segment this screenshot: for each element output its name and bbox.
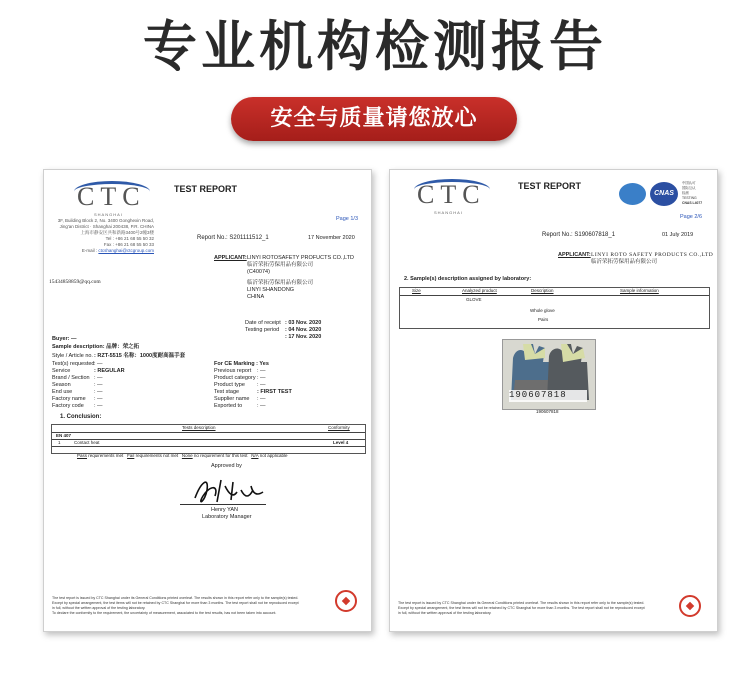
conclusion-heading: 1. Conclusion: <box>60 414 102 420</box>
email-label: E-mail : <box>81 248 98 253</box>
email-link[interactable]: ctcshanghai@ctcgroup.com <box>98 248 154 253</box>
table-header-description: Tests description <box>182 425 216 430</box>
applicant-line: LINYI ROTOSAFETY PROFUCTS CO.,LTD <box>247 255 354 261</box>
signer-title: Laboratory Manager <box>202 514 252 520</box>
left-fields: Test(s) requested: — Service : REGULAR Brand / Section : — Season : — End use : — Factory name : — Factory code : — <box>52 361 125 409</box>
receipt-label: Date of receipt <box>245 320 281 326</box>
cnas-logo: CNAS <box>650 182 678 206</box>
legend: Pass requirements met Fail requirements not met None no requirement for this test N/A not applicable <box>77 453 288 458</box>
col-sample-information: Sample information <box>620 288 659 293</box>
approved-by: Approved by <box>211 463 242 469</box>
photo-label: 190607818 <box>509 390 567 400</box>
applicant-line: 临沂荣拓劳保用品有限公司 <box>247 280 314 286</box>
receipt-date: : 03 Nov. 2020 <box>285 320 322 326</box>
ctc-logo: CTC <box>417 180 486 209</box>
col-description: Description <box>531 288 554 293</box>
address-line: 上海市静安区共和新路3400号2幢3楼 <box>80 230 154 235</box>
applicant-name-cn: 临沂荣拓劳保用品有限公司 <box>591 259 658 265</box>
applicant-line: LINYI SHANDONG <box>247 287 295 293</box>
official-seal-icon <box>679 595 701 617</box>
description-unit: Pairs <box>538 317 549 322</box>
address-line: Fax : +86 21 68 55 50 33 <box>103 242 154 247</box>
signer-name: Henry YAN <box>211 507 239 513</box>
ce-marking: For CE Marking : Yes <box>214 361 269 367</box>
address-line: 3F, Building Block 2, No. 3400 Gonghexin Road, <box>57 218 154 223</box>
report-number: Report No.: S201111512_1 <box>197 235 269 241</box>
testing-period-label: Testing period <box>245 327 280 333</box>
table-standard: EN 407 <box>56 433 72 438</box>
page-number: Page 2/6 <box>680 214 703 220</box>
cnas-text: 中国认可 国际互认 检测 TESTING CNAS L4077 <box>682 181 703 205</box>
logo-subtitle: SHANGHAI <box>94 212 123 217</box>
applicant-name: LINYI ROTO SAFETY PRODUCTS CO.,LTD <box>591 252 714 258</box>
subtitle-badge: 安全与质量请您放心 <box>231 97 517 141</box>
applicant-label: APPLICANT: <box>214 255 247 261</box>
applicant-line: 临沂荣拓劳保用品有限公司 <box>247 262 314 268</box>
col-analyzed-product: Analyzed product <box>462 288 497 293</box>
report-title: TEST REPORT <box>518 181 582 191</box>
photo-caption: 190607818 <box>536 409 559 414</box>
style-label: Style / Article no. <box>52 353 93 359</box>
conclusion-table <box>51 424 366 454</box>
applicant-line: (C40074) <box>247 269 270 275</box>
description-value: Whole glove <box>530 308 555 313</box>
applicant-block <box>247 255 354 301</box>
table-row-conformity: Level 4 <box>333 440 349 445</box>
col-size: Size <box>412 288 421 293</box>
address-line: Tel : +86 21 68 55 50 32 <box>105 236 154 241</box>
address-line: Jing'an District · Shanghai 200438, P.R. CHINA <box>59 224 154 229</box>
right-fields: Previous report : — Product category: — Product type : — Test stage : FIRST TEST Supplier name : — Exported to : — <box>214 368 292 409</box>
report-footer: The test report is issued by CTC Shanghai under its General Conditions printed overleaf. The results shown in this report refer only to the sample(s) tested. Except by special arrangement, the test items will not be retained by CTC Shanghai for more than 3 months. The test report shall not be reproduced except in full, without the written approval of the testing laboratory. <box>398 601 645 615</box>
lab-address <box>58 218 154 254</box>
test-report-page-2[interactable] <box>389 169 718 632</box>
table-row-number: 1 <box>58 440 61 445</box>
applicant-label: APPLICANT: <box>558 252 591 258</box>
table-row-description: Contact heat <box>74 440 100 445</box>
logo-subtitle: SHANGHAI <box>434 210 463 215</box>
official-seal-icon <box>335 590 357 612</box>
testing-period-to: : 17 Nov. 2020 <box>285 334 322 340</box>
contact-email: 15434858859@qq.com <box>49 279 101 285</box>
signature-image <box>189 472 269 508</box>
buyer: Buyer: — <box>52 336 77 342</box>
test-report-page-1[interactable] <box>43 169 372 632</box>
page-title: 专业机构检测报告 <box>143 15 607 78</box>
section-heading: 2. Sample(s) description assigned by laboratory: <box>404 276 532 282</box>
glove-sample-photo <box>502 339 596 410</box>
applicant-line: CHINA <box>247 294 265 300</box>
report-title: TEST REPORT <box>174 184 238 194</box>
report-date: 17 November 2020 <box>308 235 355 241</box>
sample-description: Sample description: 品牌：荣之拓 <box>52 344 140 350</box>
ilac-mra-icon <box>619 183 646 205</box>
page-number: Page 1/3 <box>336 216 359 222</box>
report-number: Report No.: S190607818_1 <box>542 232 616 238</box>
report-date: 01 July 2019 <box>662 232 694 238</box>
ctc-logo: CTC <box>77 182 146 211</box>
report-footer: The test report is issued by CTC Shanghai under its General Conditions printed overleaf. The results shown in this report refer only to the sample(s) tested. Except by special arrangement, the test items will not be retained by CTC Shanghai for more than 3 months. The test report shall not be reproduced except in full, without the written approval of the testing laboratory. To declare the conformity to the requirement, the uncertainty of measurement, associated to the test results, has not been taken into account. <box>52 596 299 615</box>
table-header-conformity: Conformity <box>328 425 350 430</box>
sample-table <box>399 287 710 329</box>
product-value: GLOVE <box>466 297 482 302</box>
testing-period-from: : 04 Nov. 2020 <box>285 327 322 333</box>
style-value: : RZT-5515 名称：1000度耐高温手套 <box>94 353 186 359</box>
